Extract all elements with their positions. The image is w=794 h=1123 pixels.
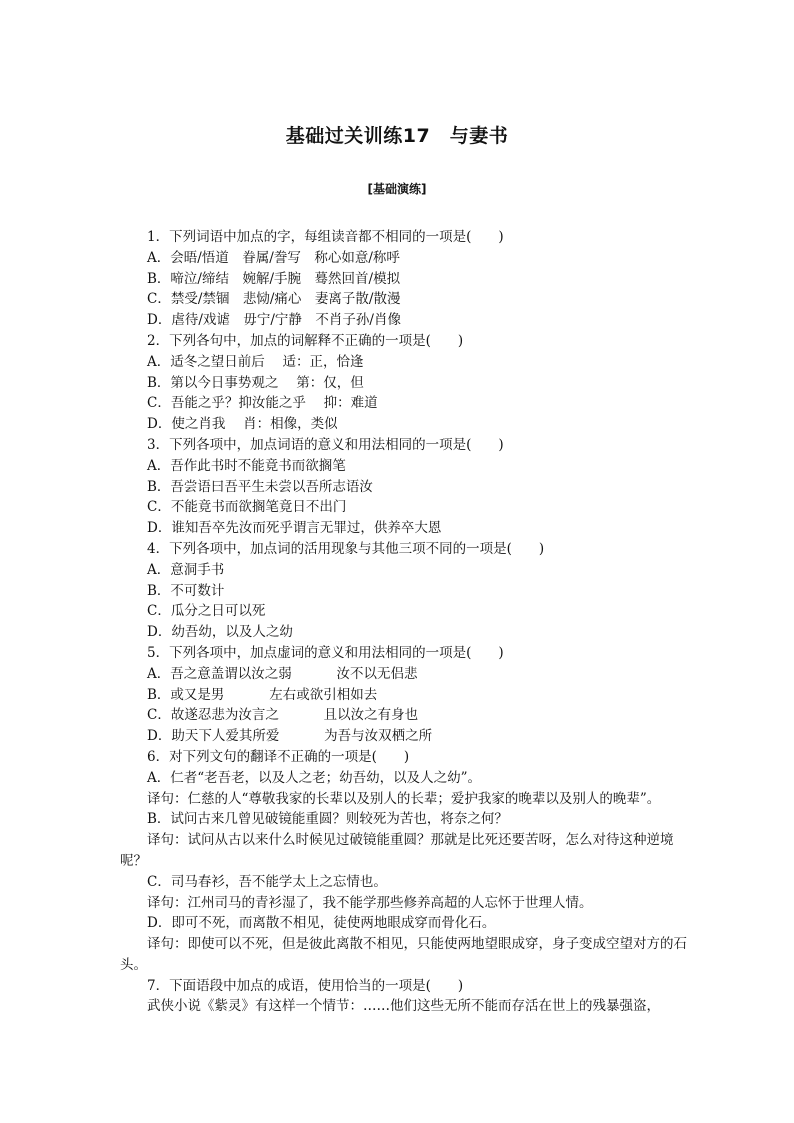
text-line: A．仁者“老吾老，以及人之老；幼吾幼，以及人之幼”。 xyxy=(147,769,482,786)
text-line: 7．下面语段中加点的成语，使用恰当的一项是( ) xyxy=(147,977,464,994)
question-content xyxy=(120,227,690,1017)
text-line: C．吾能之乎？抑汝能之乎 抑：难道 xyxy=(147,395,378,412)
text-line: D．幼吾幼，以及人之幼 xyxy=(147,624,293,641)
text-line: D．助天下人爱其所爱 为吾与汝双栖之所 xyxy=(147,728,433,745)
text-line: C．故遂忍悲为汝言之 且以汝之有身也 xyxy=(147,707,419,724)
text-line: D．使之肖我 肖：相像，类似 xyxy=(147,416,338,433)
text-line: C．不能竟书而欲搁笔竟日不出门 xyxy=(147,499,347,516)
text-line: A．吾作此书时不能竟书而欲搁笔 xyxy=(147,457,346,474)
text-line: D．即可不死，而离散不相见，徒使两地眼成穿而骨化石。 xyxy=(147,915,496,932)
section-heading: [基础演练] xyxy=(367,182,427,196)
text-line: B．或又是男 左右或欲引相如去 xyxy=(147,686,378,703)
text-line: D．虐待/戏谑 毋宁/宁静 不肖子孙/肖像 xyxy=(147,312,401,329)
text-line: 2．下列各句中，加点的词解释不正确的一项是( ) xyxy=(147,332,464,349)
text-line: D．谁知吾卒先汝而死乎谓言无罪过，供养卒大恩 xyxy=(147,520,442,537)
text-line: A．吾之意盖谓以汝之弱 汝不以无侣悲 xyxy=(147,665,418,682)
text-line: A．意洞手书 xyxy=(147,561,225,578)
text-line: 5．下列各项中，加点虚词的意义和用法相同的一项是( ) xyxy=(147,644,504,661)
text-line: A．适冬之望日前后 适：正，恰逢 xyxy=(147,353,364,370)
text-line: B．不可数计 xyxy=(147,582,225,599)
page-title: 基础过关训练17 与妻书 xyxy=(285,125,509,147)
text-line: 3．下列各项中，加点词语的意义和用法相同的一项是( ) xyxy=(147,436,504,453)
text-line: 6．对下列文句的翻译不正确的一项是( ) xyxy=(147,748,410,765)
text-line: B．啼泣/缔结 婉解/手腕 蓦然回首/模拟 xyxy=(147,270,401,287)
text-line: B．第以今日事势观之 第：仅，但 xyxy=(147,374,364,391)
text-line: C．禁受/禁锢 悲恸/痛心 妻离子散/散漫 xyxy=(147,291,401,308)
text-line: 译句：江州司马的青衫湿了，我不能学那些修养高超的人忘怀于世理人情。 xyxy=(147,894,593,911)
text-line: B．吾尝语曰吾平生未尝以吾所志语汝 xyxy=(147,478,373,495)
text-line: 译句：即使可以不死，但是彼此离散不相见，只能使两地望眼成穿，身子变成空望对方的石头。 xyxy=(120,936,687,973)
text-line: 译句：试问从古以来什么时候见过破镜能重圆？那就是比死还要苦呀，怎么对待这种逆境呢？ xyxy=(120,832,674,869)
text-line: C．瓜分之日可以死 xyxy=(147,603,266,620)
text-line: A．会晤/悟道 眷属/誊写 称心如意/称呼 xyxy=(147,249,400,266)
text-line: 1．下列词语中加点的字，每组读音都不相同的一项是( ) xyxy=(147,229,504,245)
text-line: 4．下列各项中，加点词的活用现象与其他三项不同的一项是( ) xyxy=(147,540,545,557)
text-line: B．试问古来几曾见破镜能重圆？则较死为苦也，将奈之何？ xyxy=(147,811,508,828)
text-line: 武侠小说《紫灵》有这样一个情节：……他们这些无所不能而存活在世上的残暴强盗， xyxy=(147,998,660,1015)
text-line: C．司马春衫，吾不能学太上之忘情也。 xyxy=(147,873,387,890)
text-line: 译句：仁慈的人“尊敬我家的长辈以及别人的长辈；爱护我家的晚辈以及别人的晚辈”。 xyxy=(147,790,661,807)
